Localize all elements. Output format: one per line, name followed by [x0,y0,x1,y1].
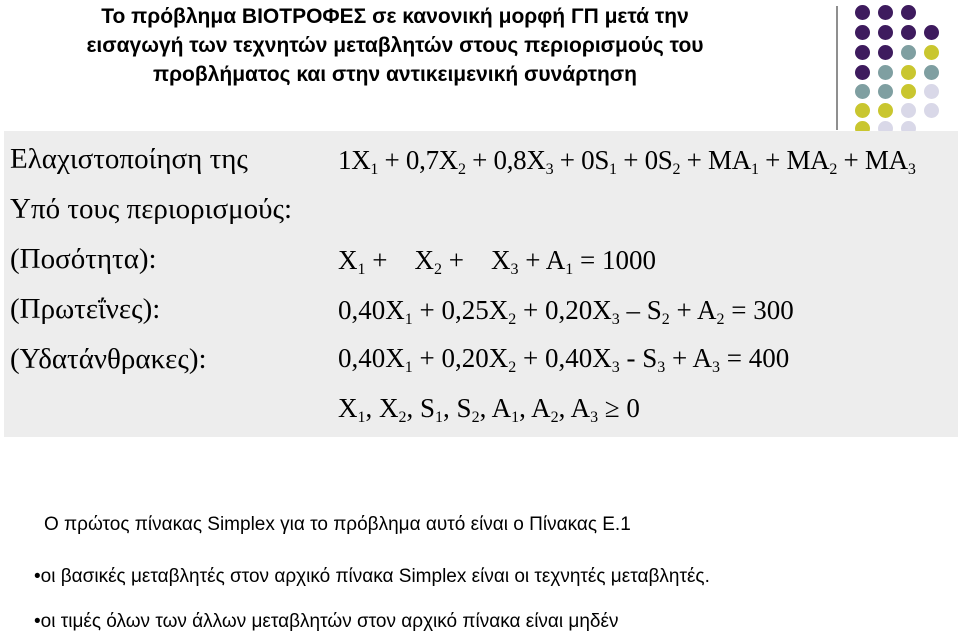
quantity-constraint: $X_1$ + $X_2$ + $X_3 + A_1 = 1000$ [338,245,656,278]
dot [878,84,893,99]
dot [901,103,916,118]
dot [855,5,870,20]
title-line-3: προβλήματος και στην αντικειμενική συνάρτηση [152,63,637,86]
objective-function: $1X_1 + 0,7X_2 + 0,8X_3 + 0S_1 + 0S_2 + MA_1 + MA_2 + MA_3$ [338,145,916,178]
objective-label: Ελαχιστοποίηση της [10,143,248,175]
dot [878,45,893,60]
dot [924,45,939,60]
title-line-1: Το πρόβλημα ΒΙΟΤΡΟΦΕΣ σε κανονική μορφή ΓΠ μετά την [101,5,689,28]
bullet-basic-variables: •οι βασικές μεταβλητές στον αρχικό πίνακα Simplex είναι οι τεχνητές μεταβλητές. [34,566,710,587]
dot [855,25,870,40]
dot [901,65,916,80]
carbohydrate-constraint: $0,40X_1 + 0,20X_2 + 0,40X_3 - S_3 + A_3 = 400$ [338,343,790,376]
bullet-zero-values: •οι τιμές όλων των άλλων μεταβλητών στον αρχικό πίνακα είναι μηδέν [34,611,619,632]
body-intro-line: Ο πρώτος πίνακας Simplex για το πρόβλημα αυτό είναι ο Πίνακας Ε.1 [44,514,631,535]
dot [855,84,870,99]
dot [878,103,893,118]
slide-title [0,2,790,89]
dot [901,25,916,40]
decorative-dot-grid [855,5,951,130]
dot [924,65,939,80]
dot [901,5,916,20]
dot [855,45,870,60]
dot [855,103,870,118]
dot [901,84,916,99]
dot [878,5,893,20]
dot [878,65,893,80]
dot [924,103,939,118]
protein-label: (Πρωτεΐνες): [10,293,161,325]
dot [855,65,870,80]
nonnegativity-constraint: $X_1$, $X_2$, $S_1$, $S_2$, $A_1$, $A_2$, $A_3 \ge 0$ [338,393,640,426]
dot [878,25,893,40]
protein-constraint: $0,40X_1 + 0,25X_2 + 0,20X_3 - S_2 + A_2 = 300$ [338,295,794,328]
title-divider [836,6,838,130]
carbohydrate-label: (Υδατάνθρακες): [10,343,207,375]
dot [901,45,916,60]
constraints-label: Υπό τους περιορισμούς: [10,193,293,225]
quantity-label: (Ποσότητα): [10,243,157,275]
dot [924,84,939,99]
title-line-2: εισαγωγή των τεχνητών μεταβλητών στους περιορισμούς του [86,34,704,57]
dot [924,25,939,40]
